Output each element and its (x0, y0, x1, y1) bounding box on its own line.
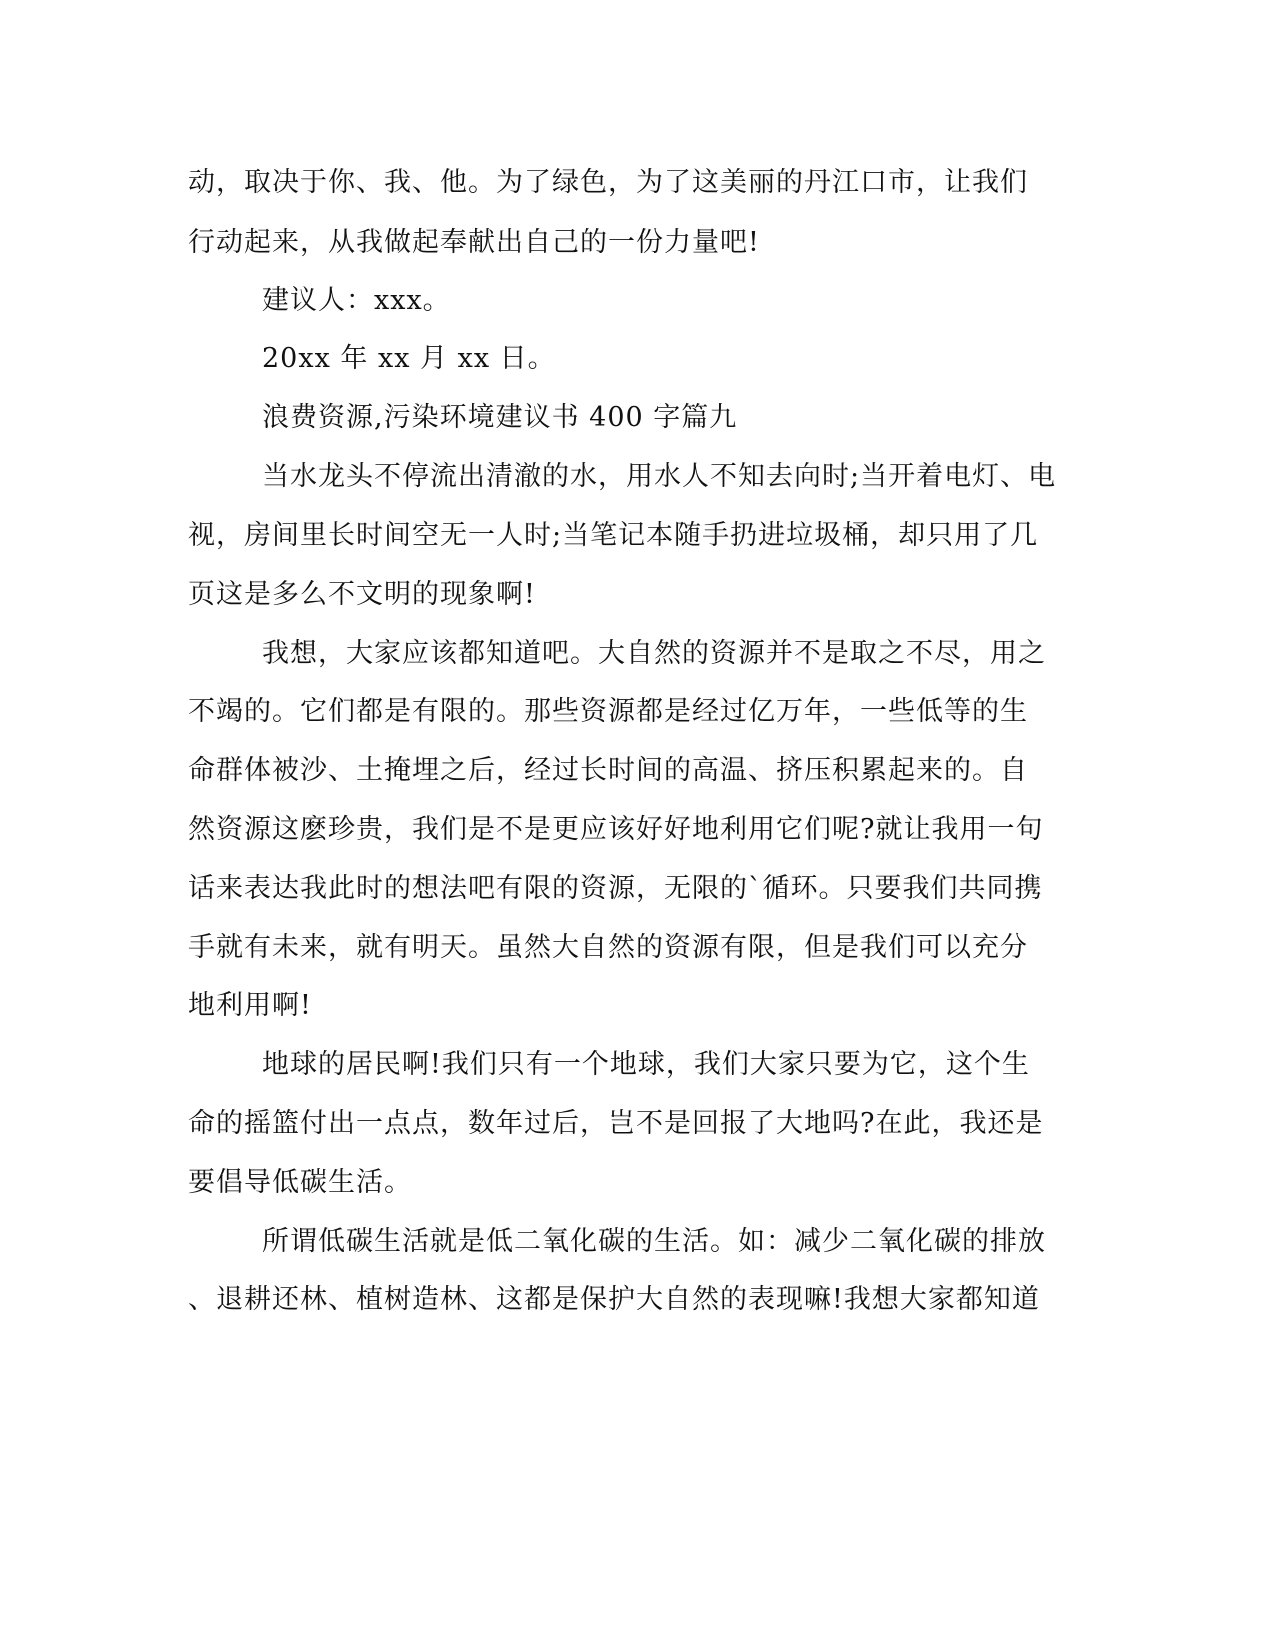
text-line: 命群体被沙、土掩埋之后，经过长时间的高温、挤压积累起来的。自 (188, 755, 1028, 786)
text-line: 当水龙头不停流出清澈的水，用水人不知去向时;当开着电灯、电 (262, 461, 1057, 492)
text-line: 行动起来，从我做起奉献出自己的一份力量吧! (188, 227, 760, 258)
text-line: 所谓低碳生活就是低二氧化碳的生活。如：减少二氧化碳的排放 (262, 1226, 1046, 1257)
text-line: 手就有未来，就有明天。虽然大自然的资源有限，但是我们可以充分 (188, 932, 1028, 963)
text-line: 地球的居民啊!我们只有一个地球，我们大家只要为它，这个生 (262, 1049, 1030, 1080)
text-line: 话来表达我此时的想法吧有限的资源，无限的`循环。只要我们共同携 (188, 873, 1043, 904)
text-line: 我想，大家应该都知道吧。大自然的资源并不是取之不尽，用之 (262, 638, 1046, 669)
text-line: 视，房间里长时间空无一人时;当笔记本随手扔进垃圾桶，却只用了几 (188, 520, 1039, 551)
text-line: 动，取决于你、我、他。为了绿色，为了这美丽的丹江口市，让我们 (188, 167, 1028, 198)
text-line: 地利用啊! (188, 990, 312, 1021)
proposer-line: 建议人：xxx。 (262, 285, 451, 316)
text-line: 页这是多么不文明的现象啊! (188, 579, 536, 610)
section-title: 浪费资源,污染环境建议书 400 字篇九 (262, 402, 738, 433)
text-line: 不竭的。它们都是有限的。那些资源都是经过亿万年，一些低等的生 (188, 696, 1028, 727)
text-line: 然资源这麽珍贵，我们是不是更应该好好地利用它们呢?就让我用一句 (188, 814, 1044, 845)
text-line: 命的摇篮付出一点点，数年过后，岂不是回报了大地吗?在此，我还是 (188, 1108, 1044, 1139)
text-line: 、退耕还林、植树造林、这都是保护大自然的表现嘛!我想大家都知道 (188, 1284, 1040, 1315)
date-line: 20xx 年 xx 月 xx 日。 (262, 343, 556, 374)
text-line: 要倡导低碳生活。 (188, 1167, 412, 1198)
